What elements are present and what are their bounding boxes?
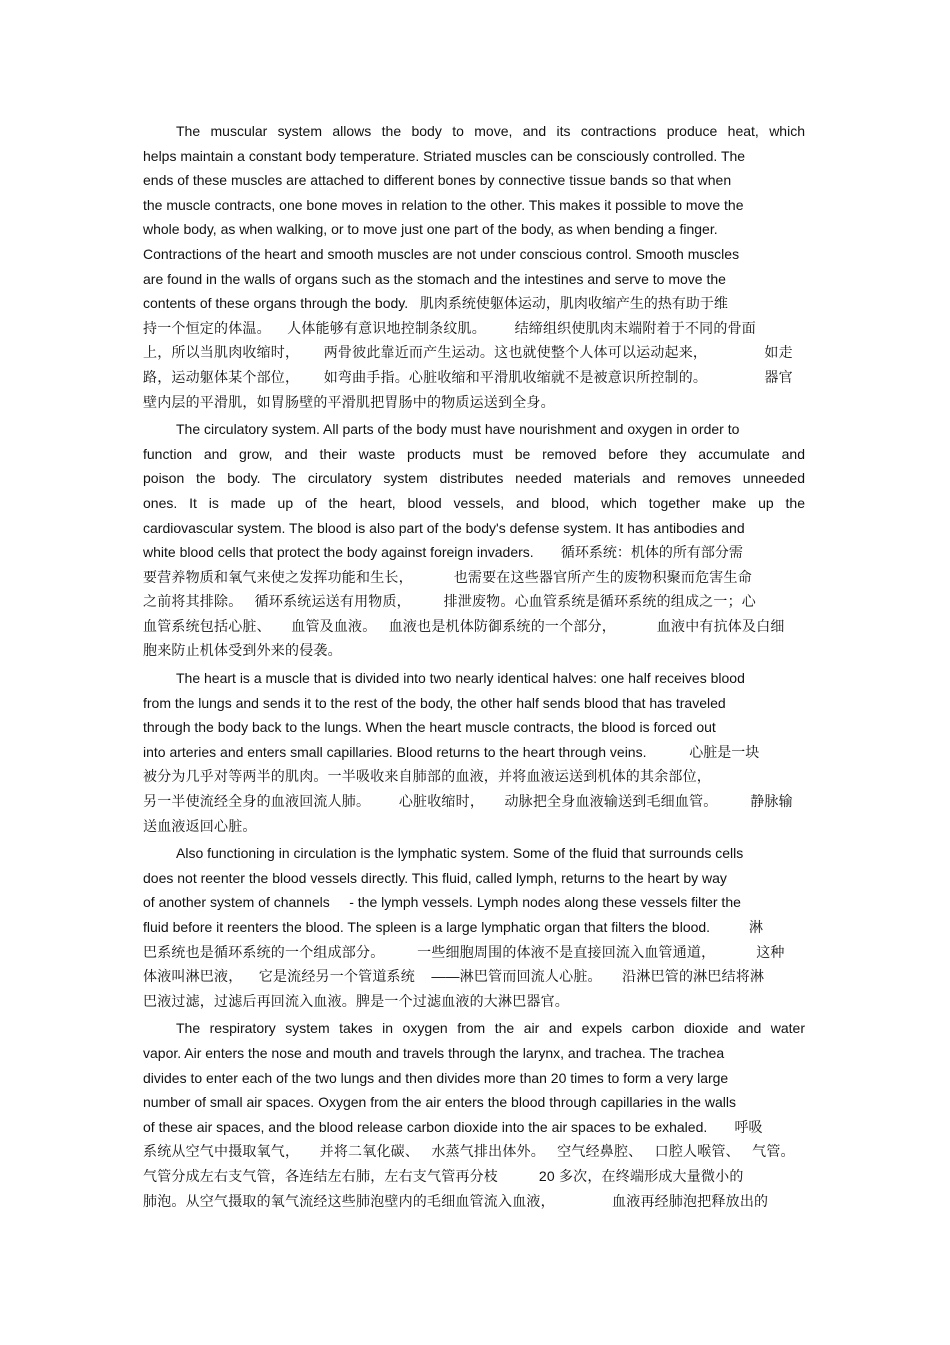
english-text-line: into arteries and enters small capillaries. Blood returns to the heart through veins. 心脏是一块 <box>143 743 760 760</box>
english-text-line: the muscle contracts, one bone moves in relation to the other. This makes it possible to move the <box>143 196 744 213</box>
english-text-line: of another system of channels - the lymph vessels. Lymph nodes along these vessels filter the <box>143 894 741 911</box>
english-text-line: vapor. Air enters the nose and mouth and travels through the larynx, and trachea. The trachea <box>143 1044 725 1061</box>
chinese-text-line: 胞来防止机体受到外来的侵袭。 <box>143 642 342 659</box>
paragraph <box>143 417 805 663</box>
english-text-line: fluid before it reenters the blood. The spleen is a large lymphatic organ that filters the blood. 淋 <box>143 919 763 935</box>
english-text-line: cardiovascular system. The blood is also part of the body's defense system. It has antibodies and <box>143 519 745 536</box>
english-text-line: ones. It is made up of the heart, blood vessels, and blood, which together make up the <box>143 494 805 511</box>
document-body <box>143 119 805 1216</box>
english-text-line: white blood cells that protect the body against foreign invaders. 循环系统：机体的所有部分需 <box>143 544 743 561</box>
chinese-text-line: 上，所以当肌肉收缩时， 两骨彼此靠近而产生运动。这也就使整个人体可以运动起来， 如走 <box>143 344 793 361</box>
chinese-text-line: 要营养物质和氧气来使之发挥功能和生长， 也需要在这些器官所产生的废物积聚而危害生命 <box>143 568 752 585</box>
chinese-text-line: 气管分成左右支气管，各连结左右肺，左右支气管再分枝 20 多次，在终端形成大量微小的 <box>143 1167 744 1184</box>
english-text-line: does not reenter the blood vessels directly. This fluid, called lymph, returns to the heart by way <box>143 869 727 886</box>
english-text-line: The heart is a muscle that is divided into two nearly identical halves: one half receives blood <box>176 670 745 687</box>
chinese-text-line: 送血液返回心脏。 <box>143 817 257 834</box>
english-text-line: number of small air spaces. Oxygen from the air enters the blood through capillaries in the walls <box>143 1094 736 1111</box>
english-text-line: contents of these organs through the body. 肌肉系统使躯体运动，肌肉收缩产生的热有助于维 <box>143 295 728 312</box>
english-text-line: of these air spaces, and the blood release carbon dioxide into the air spaces to be exhaled. 呼吸 <box>143 1118 763 1135</box>
chinese-text-line: 另一半使流经全身的血液回流人肺。 心脏收缩时， 动脉把全身血液输送到毛细血管。 静脉输 <box>143 793 793 810</box>
paragraph <box>143 1016 805 1213</box>
english-text-line: Also functioning in circulation is the lymphatic system. Some of the fluid that surrounds cells <box>176 845 744 862</box>
english-text-line: Contractions of the heart and smooth muscles are not under conscious control. Smooth muscles <box>143 245 740 262</box>
chinese-text-line: 肺泡。从空气摄取的氧气流经这些肺泡壁内的毛细血管流入血液， 血液再经肺泡把释放出的 <box>143 1192 769 1209</box>
english-text-line: divides to enter each of the two lungs and then divides more than 20 times to form a very large <box>143 1069 729 1086</box>
paragraph <box>143 841 805 1013</box>
english-text-line: through the body back to the lungs. When the heart muscle contracts, the blood is forced out <box>143 719 716 736</box>
english-text-line: The circulatory system. All parts of the body must have nourishment and oxygen in order to <box>176 421 740 438</box>
chinese-text-line: 巴液过滤，过滤后再回流入血液。脾是一个过滤血液的大淋巴器官。 <box>143 992 569 1009</box>
chinese-text-line: 路，运动躯体某个部位， 如弯曲手指。心脏收缩和平滑肌收缩就不是被意识所控制的。 器官 <box>143 368 793 385</box>
paragraph <box>143 119 805 414</box>
chinese-text-line: 巴系统也是循环系统的一个组成部分。 一些细胞周围的体液不是直接回流入血管通道， 这种 <box>143 943 785 960</box>
english-text-line: are found in the walls of organs such as the stomach and the intestines and serve to move the <box>143 270 726 287</box>
chinese-text-line: 血管系统包括心脏、 血管及血液。 血液也是机体防御系统的一个部分， 血液中有抗体及白细 <box>143 617 785 634</box>
english-text-line: The muscular system allows the body to move, and its contractions produce heat, which <box>176 123 805 139</box>
english-text-line: whole body, as when walking, or to move just one part of the body, as when bending a finger. <box>143 221 718 238</box>
english-text-line: poison the body. The circulatory system distributes needed materials and removes unneeded <box>143 470 805 487</box>
english-text-line: The respiratory system takes in oxygen from the air and expels carbon dioxide and water <box>176 1020 805 1037</box>
english-text-line: function and grow, and their waste products must be removed before they accumulate and <box>143 445 805 462</box>
english-text-line: helps maintain a constant body temperature. Striated muscles can be consciously controlled. The <box>143 147 746 164</box>
chinese-text-line: 持一个恒定的体温。 人体能够有意识地控制条纹肌。 结缔组织使肌肉末端附着于不同的骨面 <box>143 319 756 336</box>
chinese-text-line: 被分为几乎对等两半的肌肉。一半吸收来自肺部的血液，并将血液运送到机体的其余部位， <box>143 768 711 785</box>
chinese-text-line: 体液叫淋巴液， 它是流经另一个管道系统 ——淋巴管而回流人心脏。 沿淋巴管的淋巴结将淋 <box>143 968 765 985</box>
english-text-line: ends of these muscles are attached to different bones by connective tissue bands so that when <box>143 172 732 189</box>
chinese-text-line: 壁内层的平滑肌，如胃肠壁的平滑肌把胃肠中的物质运送到全身。 <box>143 393 555 410</box>
english-text-line: from the lungs and sends it to the rest of the body, the other half sends blood that has traveled <box>143 694 726 711</box>
chinese-text-line: 之前将其排除。 循环系统运送有用物质， 排泄废物。心血管系统是循环系统的组成之一；心 <box>143 593 756 610</box>
chinese-text-line: 系统从空气中摄取氧气， 并将二氧化碳、 水蒸气排出体外。 空气经鼻腔、 口腔人喉管、 气管。 <box>143 1143 795 1160</box>
paragraph <box>143 666 805 838</box>
